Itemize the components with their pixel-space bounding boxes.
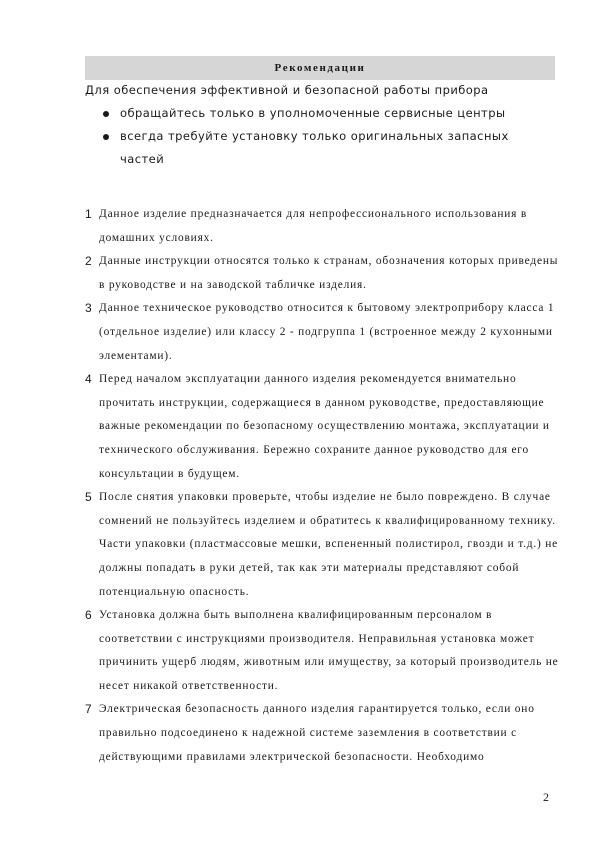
item-text: Данное техническое руководство относится к бытовому электроприбору класса 1 (отдельное изделие) или классу 2 - подгруппа 1 (встроенное между 2 кухонными элементами). [99,302,555,362]
list-item [85,203,560,250]
section-header [85,56,555,80]
list-item [85,297,560,368]
item-number: 4 [85,372,92,387]
recommendation-list [85,102,555,171]
item-text: После снятия упаковки проверьте, чтобы изделие не было повреждено. В случае сомнений не пользуйтесь изделием и обратитесь к квалифицированному технику. Части упаковки (пластмассовые мешки, вспененный полистирол, гвозди и т.д.) не должны попадать в руки детей, так как эти материалы представляют собой потенциальную опасность. [99,491,559,598]
numbered-list [85,203,560,769]
item-text: Данные инструкции относятся только к странам, обозначения которых приведены в руководстве и на заводской табличке изделия. [99,255,559,291]
bullet-text: обращайтесь только в уполномоченные сервисные центры [120,106,506,120]
item-number: 6 [85,608,92,623]
list-item [85,698,560,769]
item-number: 5 [85,490,92,505]
item-text: Электрическая безопасность данного изделия гарантируется только, если оно правильно подсоединено к надежной системе заземления в соответствии с действующими правилами электрической безопасности. Необходимо [99,703,535,763]
item-number: 2 [85,254,92,269]
bullet-icon [103,111,109,117]
list-item [85,604,560,698]
bullet-icon [103,134,109,140]
bullet-text: всегда требуйте установку только оригинальных запасных частей [120,129,509,166]
bullet-item [85,102,555,125]
list-item [85,250,560,297]
list-item [85,486,560,604]
item-text: Перед началом эксплуатации данного изделия рекомендуется внимательно прочитать инструкции, содержащиеся в данном руководстве, предоставляющие важные рекомендации по безопасному осуществлению монтажа, эксплуатации и технического обслуживания. Бережно сохраните данное руководство для его консультации в будущем. [99,373,550,480]
page-number: 2 [543,790,549,804]
item-number: 1 [85,207,92,221]
list-item [85,368,560,486]
bullet-item [85,125,555,171]
intro-lead: Для обеспечения эффективной и безопасной работы прибора [85,83,489,97]
item-number: 3 [85,301,92,316]
intro-block [85,79,555,171]
section-title: Рекомендации [274,62,366,74]
item-text: Установка должна быть выполнена квалифицированным персоналом в соответствии с инструкциями производителя. Неправильная установка может причинить ущерб людям, животным или имуществу, за который производитель не несет никакой ответственности. [99,609,559,692]
item-text: Данное изделие предназначается для непрофессионального использования в домашних условиях. [99,208,528,244]
item-number: 7 [85,702,92,717]
